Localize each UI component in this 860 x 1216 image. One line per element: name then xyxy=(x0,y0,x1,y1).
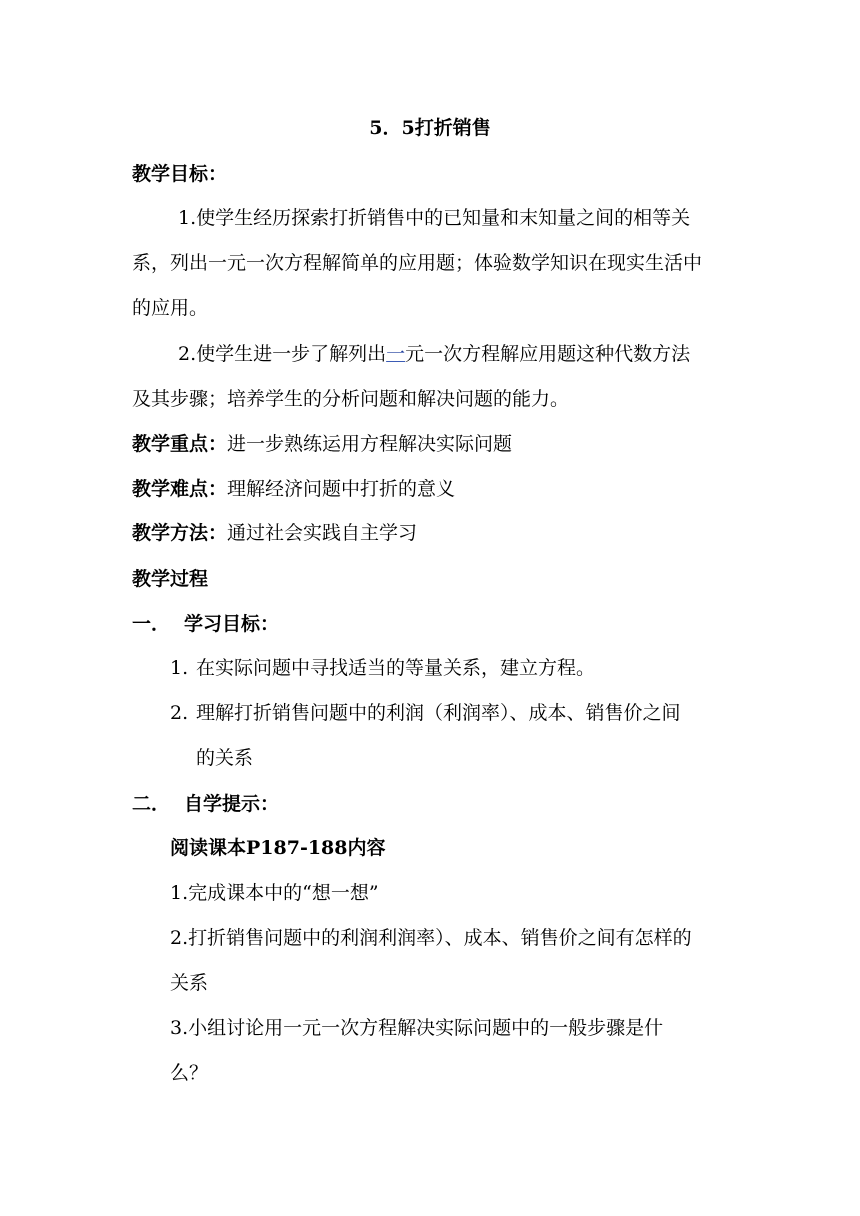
section-1-number: 一． xyxy=(132,613,171,635)
key-point-label: 教学重点： xyxy=(132,433,228,455)
objective-1-line-1: 1.使学生经历探索打折销售中的已知量和末知量之间的相等关 xyxy=(178,207,691,229)
section-1-item-1-number: 1. xyxy=(170,657,189,679)
question-2-line-2: 关系 xyxy=(170,972,209,994)
section-1-heading: 学习目标： xyxy=(184,613,280,635)
method-label: 教学方法： xyxy=(132,522,228,544)
objective-2-prefix: 2.使学生进一步了解列出 xyxy=(178,343,387,365)
reading-assignment: 阅读课本P187-188内容 xyxy=(170,837,386,859)
section-2-number: 二． xyxy=(132,793,171,815)
objective-1-line-3: 的应用。 xyxy=(132,297,209,319)
question-3-line-2: 么？ xyxy=(170,1062,209,1084)
section-2-heading: 自学提示： xyxy=(184,793,280,815)
section-1-item-2-line-2: 的关系 xyxy=(196,747,254,769)
difficulty-row xyxy=(132,477,455,501)
question-1: 1.完成课本中的“想一想” xyxy=(170,882,379,904)
objectives-heading: 教学目标： xyxy=(132,163,228,185)
objective-2-link[interactable]: 一 xyxy=(386,343,406,365)
process-heading: 教学过程 xyxy=(132,568,209,590)
question-3-line-1: 3.小组讨论用一元一次方程解决实际问题中的一般步骤是什 xyxy=(170,1017,664,1039)
method-text: 通过社会实践自主学习 xyxy=(227,522,418,544)
objective-2-line-2: 及其步骤；培养学生的分析问题和解决问题的能力。 xyxy=(132,388,570,410)
section-1-item-1-text: 在实际问题中寻找适当的等量关系，建立方程。 xyxy=(196,657,596,679)
objective-1-line-2: 系，列出一元一次方程解简单的应用题；体验数学知识在现实生活中 xyxy=(132,252,703,274)
difficulty-label: 教学难点： xyxy=(132,478,228,500)
method-row xyxy=(132,521,417,545)
key-point-row xyxy=(132,432,512,456)
section-1-item-2-line-1: 理解打折销售问题中的利润（利润率）、成本、销售价之间 xyxy=(196,702,681,724)
page-title: 5．5打折销售 xyxy=(369,117,491,139)
objective-2-line-1 xyxy=(178,342,690,366)
question-2-line-1: 2.打折销售问题中的利润利润率）、成本、销售价之间有怎样的 xyxy=(170,927,692,949)
section-1-item-2-number: 2. xyxy=(170,702,189,724)
difficulty-text: 理解经济问题中打折的意义 xyxy=(227,478,456,500)
objective-2-suffix: 元一次方程解应用题这种代数方法 xyxy=(405,343,691,365)
key-point-text: 进一步熟练运用方程解决实际问题 xyxy=(227,433,513,455)
